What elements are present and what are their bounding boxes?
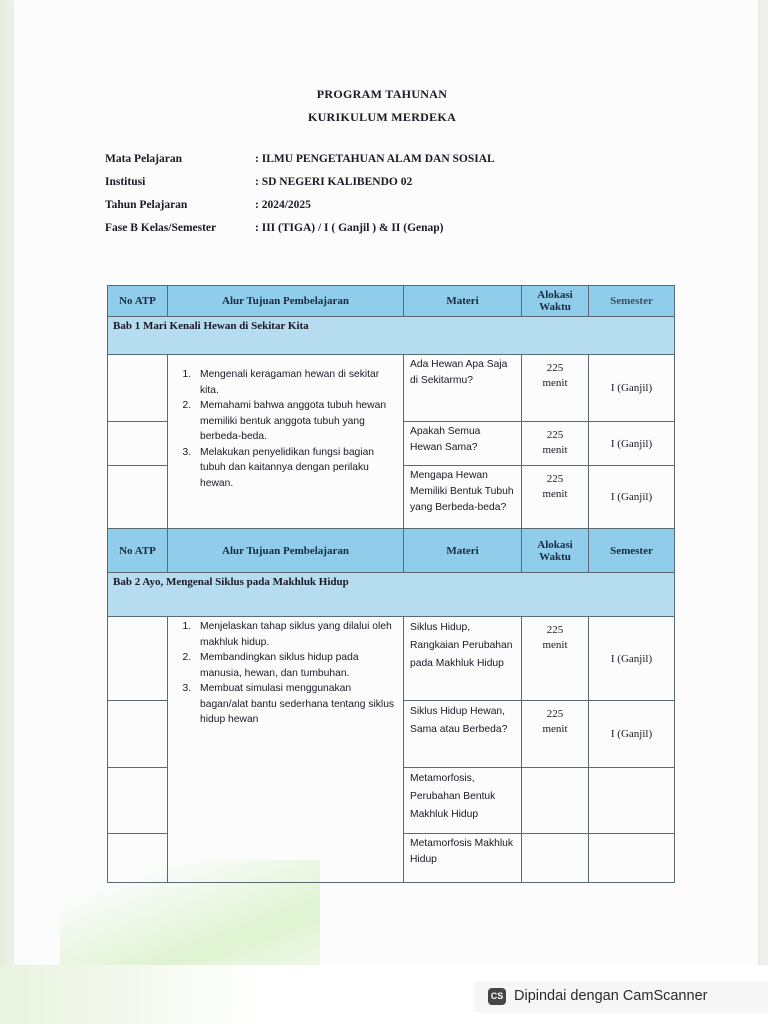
- waktu-value: 225: [546, 362, 564, 374]
- table-header-row: [108, 529, 675, 573]
- list-item: 2. Membandingkan siklus hidup pada manusia, hewan, dan tumbuhan.: [194, 650, 397, 681]
- materi-cell: Ada Hewan Apa Saja di Sekitarmu?: [404, 355, 522, 422]
- waktu-cell: [522, 422, 589, 466]
- camscanner-text: Dipindai dengan CamScanner: [514, 988, 708, 1004]
- col-header-alokasi-waktu: Alokasi Waktu: [522, 529, 589, 573]
- waktu-cell: [522, 355, 589, 422]
- col-header-alur-tujuan: Alur Tujuan Pembelajaran: [168, 286, 404, 317]
- no-atp-cell: [108, 466, 168, 529]
- col-header-alur-tujuan: Alur Tujuan Pembelajaran: [168, 529, 404, 573]
- waktu-value: 225: [546, 708, 564, 720]
- materi-cell: Siklus Hidup, Rangkaian Perubahan pada Makhluk Hidup: [404, 617, 522, 701]
- no-atp-cell: [108, 422, 168, 466]
- atp-table: [107, 285, 675, 883]
- document-subtitle: KURIKULUM MERDEKA: [307, 110, 457, 124]
- waktu-cell: [522, 768, 589, 834]
- info-label: Mata Pelajaran: [105, 153, 182, 165]
- list-item: 2. Memahami bahwa anggota tubuh hewan memiliki bentuk anggota tubuh yang berbeda-beda.: [194, 398, 397, 445]
- no-atp-cell: [108, 834, 168, 883]
- no-atp-cell: [108, 355, 168, 422]
- semester-cell: I (Ganjil): [589, 617, 675, 701]
- chapter-title: Bab 1 Mari Kenali Hewan di Sekitar Kita: [108, 317, 675, 355]
- info-value: : 2024/2025: [255, 199, 311, 211]
- tujuan-cell: [168, 617, 404, 883]
- info-label: Fase B Kelas/Semester: [105, 222, 217, 234]
- camscanner-watermark: [474, 981, 768, 1013]
- waktu-unit: menit: [542, 639, 568, 651]
- info-label: Institusi: [105, 176, 146, 188]
- waktu-cell: [522, 834, 589, 883]
- col-header-alokasi-waktu: Alokasi Waktu: [522, 286, 589, 317]
- waktu-cell: [522, 466, 589, 529]
- no-atp-cell: [108, 701, 168, 768]
- camscanner-logo-icon: CS: [488, 988, 506, 1005]
- semester-cell: I (Ganjil): [589, 355, 675, 422]
- waktu-value: 225: [546, 473, 564, 485]
- col-header-materi: Materi: [404, 529, 522, 573]
- materi-cell: Metamorfosis, Perubahan Bentuk Makhluk Hidup: [404, 768, 522, 834]
- waktu-value: 225: [546, 429, 564, 441]
- semester-cell: I (Ganjil): [589, 701, 675, 768]
- col-header-semester: Semester: [589, 529, 675, 573]
- semester-cell: [589, 768, 675, 834]
- document-title: PROGRAM TAHUNAN: [316, 87, 448, 101]
- info-label: Tahun Pelajaran: [105, 199, 188, 211]
- materi-cell: Apakah Semua Hewan Sama?: [404, 422, 522, 466]
- tujuan-cell: [168, 355, 404, 529]
- semester-cell: I (Ganjil): [589, 466, 675, 529]
- waktu-unit: menit: [542, 444, 568, 456]
- chapter-row: [108, 573, 675, 617]
- tujuan-list: [168, 617, 403, 728]
- list-item: 3. Membuat simulasi menggunakan bagan/alat bantu sederhana tentang siklus hidup hewan: [194, 681, 397, 728]
- waktu-cell: [522, 701, 589, 768]
- col-header-semester: Semester: [589, 286, 675, 317]
- list-item: 1. Mengenali keragaman hewan di sekitar kita.: [194, 367, 397, 398]
- info-value: : ILMU PENGETAHUAN ALAM DAN SOSIAL: [255, 153, 495, 165]
- no-atp-cell: [108, 617, 168, 701]
- table-row: [108, 617, 675, 701]
- materi-cell: Metamorfosis Makhluk Hidup: [404, 834, 522, 883]
- tujuan-list: [168, 355, 403, 491]
- waktu-unit: menit: [542, 377, 568, 389]
- info-value: : III (TIGA) / I ( Ganjil ) & II (Genap): [255, 222, 444, 234]
- waktu-value: 225: [546, 624, 564, 636]
- no-atp-cell: [108, 768, 168, 834]
- list-item: 3. Melakukan penyelidikan fungsi bagian tubuh dan kaitannya dengan perilaku hewan.: [194, 445, 397, 492]
- materi-cell: Siklus Hidup Hewan, Sama atau Berbeda?: [404, 701, 522, 768]
- col-header-no-atp: No ATP: [108, 529, 168, 573]
- col-header-no-atp: No ATP: [108, 286, 168, 317]
- semester-cell: [589, 834, 675, 883]
- waktu-unit: menit: [542, 488, 568, 500]
- info-value: : SD NEGERI KALIBENDO 02: [255, 176, 412, 188]
- materi-cell: Mengapa Hewan Memiliki Bentuk Tubuh yang Berbeda-beda?: [404, 466, 522, 529]
- waktu-unit: menit: [542, 723, 568, 735]
- chapter-title: Bab 2 Ayo, Mengenal Siklus pada Makhluk Hidup: [108, 573, 675, 617]
- semester-cell: I (Ganjil): [589, 422, 675, 466]
- list-item: 1. Menjelaskan tahap siklus yang dilalui oleh makhluk hidup.: [194, 619, 397, 650]
- table-row: [108, 355, 675, 422]
- chapter-row: [108, 317, 675, 355]
- table-header-row: [108, 286, 675, 317]
- waktu-cell: [522, 617, 589, 701]
- col-header-materi: Materi: [404, 286, 522, 317]
